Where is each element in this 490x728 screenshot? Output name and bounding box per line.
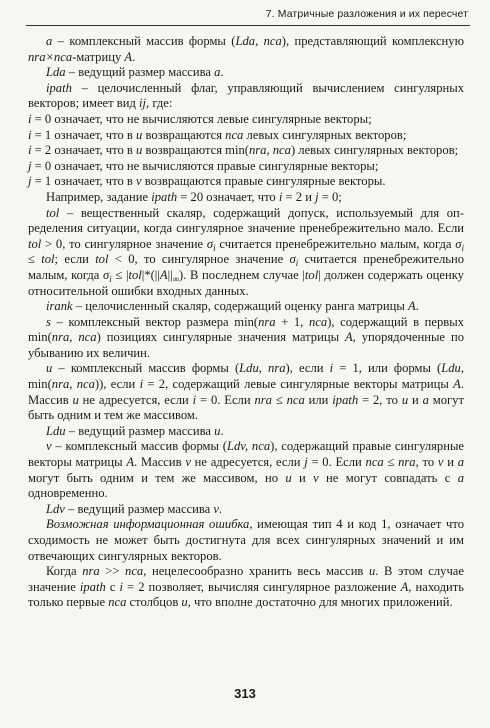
- text-run: A: [159, 267, 168, 282]
- text-run: = 0;: [318, 189, 342, 204]
- text-run: i: [109, 273, 112, 284]
- text-run: возвращаются: [142, 127, 226, 142]
- text-run: a: [457, 455, 464, 470]
- text-run: . Массив: [134, 455, 186, 470]
- text-run: – комплексный вектор размера min(: [50, 314, 259, 329]
- text-run: >>: [99, 564, 126, 579]
- text-run: считается пренебрежительно малым, когда: [215, 236, 456, 251]
- text-run: могут быть одним и тем же массивом, но: [28, 470, 286, 485]
- text-run: , min(: [28, 361, 464, 392]
- text-run: s: [46, 314, 51, 329]
- text-run: – ведущий размер массива: [65, 65, 215, 80]
- text-run: |*(||: [141, 267, 160, 282]
- text-run: возвращаются правые сингулярные векторы.: [141, 174, 386, 189]
- text-run: – комплексный массив формы (: [51, 439, 227, 454]
- text-run: i: [278, 189, 283, 204]
- text-run: i: [213, 242, 216, 253]
- text-run: Возможная информационная ошибка: [46, 517, 250, 532]
- text-run: ≤ |: [111, 267, 129, 282]
- text-run: ) позициях сингулярные значения матрицы: [96, 330, 345, 345]
- text-run: v: [437, 455, 444, 470]
- text-run: ≤: [271, 392, 287, 407]
- text-run: tol: [128, 267, 142, 282]
- text-run: столбцов: [126, 595, 182, 610]
- text-run: ipath: [151, 189, 178, 204]
- text-run: -матрицу: [72, 49, 125, 64]
- text-run: возвращаются min(: [142, 143, 249, 158]
- text-run: σ: [289, 252, 296, 267]
- text-run: = 2, то: [358, 392, 402, 407]
- text-run: Ldu, nra: [239, 361, 286, 376]
- text-run: u: [368, 564, 376, 579]
- text-run: Lda, nca: [235, 34, 282, 48]
- page-body: [28, 34, 464, 611]
- text-run: nra, nca: [51, 377, 95, 392]
- text-run: .: [415, 299, 419, 314]
- text-run: A: [453, 377, 461, 392]
- text-run: u: [401, 392, 409, 407]
- text-run: u: [181, 595, 188, 610]
- text-run: , упорядоченные по убыванию их величин.: [28, 330, 464, 360]
- text-run: = 0. Если: [196, 392, 255, 407]
- text-run: = 0. Если: [307, 455, 366, 470]
- text-run: j: [315, 189, 319, 204]
- text-run: – ведущий размер массива: [65, 423, 215, 438]
- paragraph-j1: [28, 174, 464, 190]
- paragraph-j0: [28, 159, 464, 175]
- text-run: не могут совпадать с: [318, 470, 458, 485]
- text-run: )), если: [94, 377, 140, 392]
- text-run: ≤: [383, 455, 399, 470]
- paragraph-i2: [28, 143, 464, 159]
- text-run: считается пренебрежительно малым, когда: [28, 252, 465, 282]
- text-run: tol: [28, 236, 42, 251]
- text-run: j: [304, 455, 308, 470]
- text-run: nra: [258, 314, 276, 329]
- text-run: ; если: [54, 252, 96, 267]
- paragraph-ldu-param: [28, 424, 464, 440]
- text-run: nra×nca: [28, 49, 73, 64]
- text-run: ), если: [285, 361, 330, 376]
- text-run: i: [461, 242, 464, 253]
- text-run: σ: [103, 267, 110, 282]
- text-run: tol: [46, 205, 60, 220]
- text-run: левых сингулярных векторов;: [243, 127, 407, 142]
- text-run: = 1 означает, что в: [31, 174, 137, 189]
- text-run: i: [119, 579, 123, 594]
- text-run: v: [185, 455, 191, 470]
- text-run: одновременно.: [28, 486, 108, 501]
- paragraph-s-param: [28, 315, 464, 362]
- text-run: nra: [398, 455, 416, 470]
- text-run: ) левых сингулярных векторов;: [290, 143, 459, 158]
- text-run: a: [46, 34, 53, 48]
- text-run: ∞: [172, 273, 180, 284]
- text-run: v: [136, 174, 142, 189]
- paragraph-error-note: [28, 517, 464, 564]
- text-run: = 2 означает, что в: [31, 143, 137, 158]
- text-run: .: [220, 423, 224, 438]
- text-run: v: [313, 470, 319, 485]
- text-run: u: [46, 361, 53, 376]
- text-run: = 2, содержащий левые сингулярные векторы матрицы: [143, 377, 454, 392]
- text-run: Lda: [46, 65, 66, 80]
- text-run: tol: [41, 252, 55, 267]
- text-run: . Массив: [28, 377, 464, 407]
- text-run: A: [344, 330, 353, 345]
- text-run: Ldu: [441, 361, 461, 376]
- text-run: – комплексный массив формы (: [52, 34, 236, 48]
- text-run: ), содержащий правые сингулярные векторы матрицы: [28, 439, 464, 470]
- text-run: σ: [455, 236, 462, 251]
- paragraph-lda-param: [28, 65, 464, 81]
- paragraph-ldv-param: [28, 502, 464, 518]
- text-run: . В этом случае значение: [28, 564, 464, 594]
- text-run: nra, nca: [51, 330, 97, 345]
- text-run: и: [291, 470, 314, 485]
- text-run: Например, задание: [46, 189, 152, 204]
- text-run: – целочисленный скаляр, содержащий оценку ранга матрицы: [72, 299, 408, 314]
- text-run: A: [126, 455, 135, 470]
- text-run: a: [422, 392, 429, 407]
- text-run: , нецелесообразно хранить весь массив: [143, 564, 369, 579]
- text-run: – ведущий размер массива: [64, 501, 214, 516]
- text-run: , что вполне достаточно для многих приложений.: [187, 595, 453, 610]
- text-run: ij: [139, 96, 147, 111]
- text-run: .: [220, 65, 224, 80]
- paragraph-u-param: [28, 361, 464, 423]
- text-run: nca: [365, 455, 384, 470]
- text-run: ipath: [46, 80, 72, 95]
- text-run: u: [72, 392, 79, 407]
- text-run: u: [285, 470, 292, 485]
- text-run: .: [219, 501, 223, 516]
- text-run: i: [28, 111, 32, 126]
- text-run: и: [408, 392, 423, 407]
- text-run: ||: [167, 267, 173, 282]
- header-rule: [26, 25, 470, 26]
- text-run: или: [304, 392, 333, 407]
- text-run: Ldu: [46, 423, 66, 438]
- paragraph-irank-param: [28, 299, 464, 315]
- text-run: nca: [125, 564, 144, 579]
- paragraph-i0: [28, 112, 464, 128]
- text-run: nca: [108, 595, 127, 610]
- page-number: 313: [234, 686, 256, 701]
- text-run: i: [192, 392, 197, 407]
- text-run: ). В последнем случае |: [179, 267, 305, 282]
- text-run: ), содержащий в первых min(: [28, 314, 464, 345]
- text-run: = 20 означает, что: [177, 189, 279, 204]
- text-run: > 0, то сингулярное значение: [41, 236, 207, 251]
- text-run: A: [124, 49, 133, 64]
- text-run: A: [400, 579, 409, 594]
- text-run: = 0 означает, что не вычисляются правые сингулярные векторы;: [31, 158, 379, 173]
- text-run: не адресуется, если: [78, 392, 193, 407]
- text-run: i: [295, 258, 299, 269]
- text-run: = 0 означает, что не вычисляются левые сингулярные векторы;: [31, 111, 372, 126]
- text-run: .: [132, 49, 136, 64]
- paragraph-tol-param: [28, 206, 464, 300]
- paragraph-example: [28, 190, 464, 206]
- text-run: , то: [415, 455, 438, 470]
- text-run: Когда: [46, 564, 83, 579]
- text-run: v: [46, 439, 52, 454]
- text-run: nca: [286, 392, 305, 407]
- text-run: tol: [304, 267, 319, 282]
- text-run: Ldv, nca: [227, 439, 271, 454]
- text-run: nra: [82, 564, 100, 579]
- text-run: nra, nca: [248, 143, 291, 158]
- running-header: 7. Матричные разложения и их пересчет: [265, 8, 468, 20]
- text-run: i: [139, 377, 144, 392]
- text-run: + 1,: [275, 314, 309, 329]
- text-run: , имеющая тип 4 и код 1, означает что сходимость не может быть достигнута для всех сингулярных значений и им отвечающих сингулярных векторов.: [28, 517, 464, 563]
- text-run: < 0, то сингулярное значение: [108, 252, 290, 267]
- text-run: = 2 и: [282, 189, 316, 204]
- paragraph-ipath-param: [28, 81, 464, 112]
- paragraph-a-param: [28, 34, 464, 65]
- text-run: j: [28, 158, 32, 173]
- text-run: nra: [254, 392, 272, 407]
- text-run: v: [213, 501, 220, 516]
- text-run: , где:: [146, 96, 173, 111]
- text-run: = 1 означает, что в: [31, 127, 137, 142]
- text-run: и: [443, 455, 458, 470]
- text-run: a: [214, 65, 221, 80]
- text-run: ipath: [79, 579, 106, 594]
- text-run: ipath: [332, 392, 359, 407]
- text-run: | должен содержать оценку относительной ошибки входных данных.: [28, 267, 464, 298]
- text-run: irank: [46, 299, 73, 314]
- text-run: nca: [225, 127, 244, 142]
- text-run: – целочисленный флаг, управляющий вычислением сингулярных векторов; имеет вид: [28, 80, 464, 111]
- text-run: a: [457, 470, 464, 485]
- text-run: j: [28, 174, 32, 189]
- text-run: – комплексный массив формы (: [52, 361, 240, 376]
- text-run: u: [136, 143, 143, 158]
- text-run: с: [105, 579, 120, 594]
- text-run: Ldv: [46, 501, 65, 516]
- paragraph-final-note: [28, 564, 464, 611]
- text-run: nca: [309, 314, 328, 329]
- paragraph-v-param: [28, 439, 464, 501]
- text-run: ), представляющий комплексную: [281, 34, 465, 48]
- text-run: могут быть одним и тем же массивом.: [28, 392, 464, 423]
- text-run: tol: [95, 252, 109, 267]
- text-run: , находить только первые: [28, 579, 464, 610]
- text-run: u: [136, 127, 143, 142]
- text-run: ≤: [28, 252, 42, 267]
- text-run: A: [407, 299, 416, 314]
- text-run: = 1, или формы (: [333, 361, 442, 376]
- text-run: u: [214, 423, 221, 438]
- text-run: i: [28, 127, 32, 142]
- text-run: i: [329, 361, 334, 376]
- text-run: σ: [206, 236, 214, 251]
- paragraph-i1: [28, 128, 464, 144]
- text-run: i: [28, 143, 32, 158]
- text-run: = 2 позволяет, вычисляя сингулярное разложение: [122, 579, 401, 594]
- text-run: не адресуется, если: [190, 455, 305, 470]
- text-run: – вещественный скаляр, содержащий допуск, используемый для определения ситуации, когда сингулярное значение пренебрежительно мало. Если: [28, 205, 464, 236]
